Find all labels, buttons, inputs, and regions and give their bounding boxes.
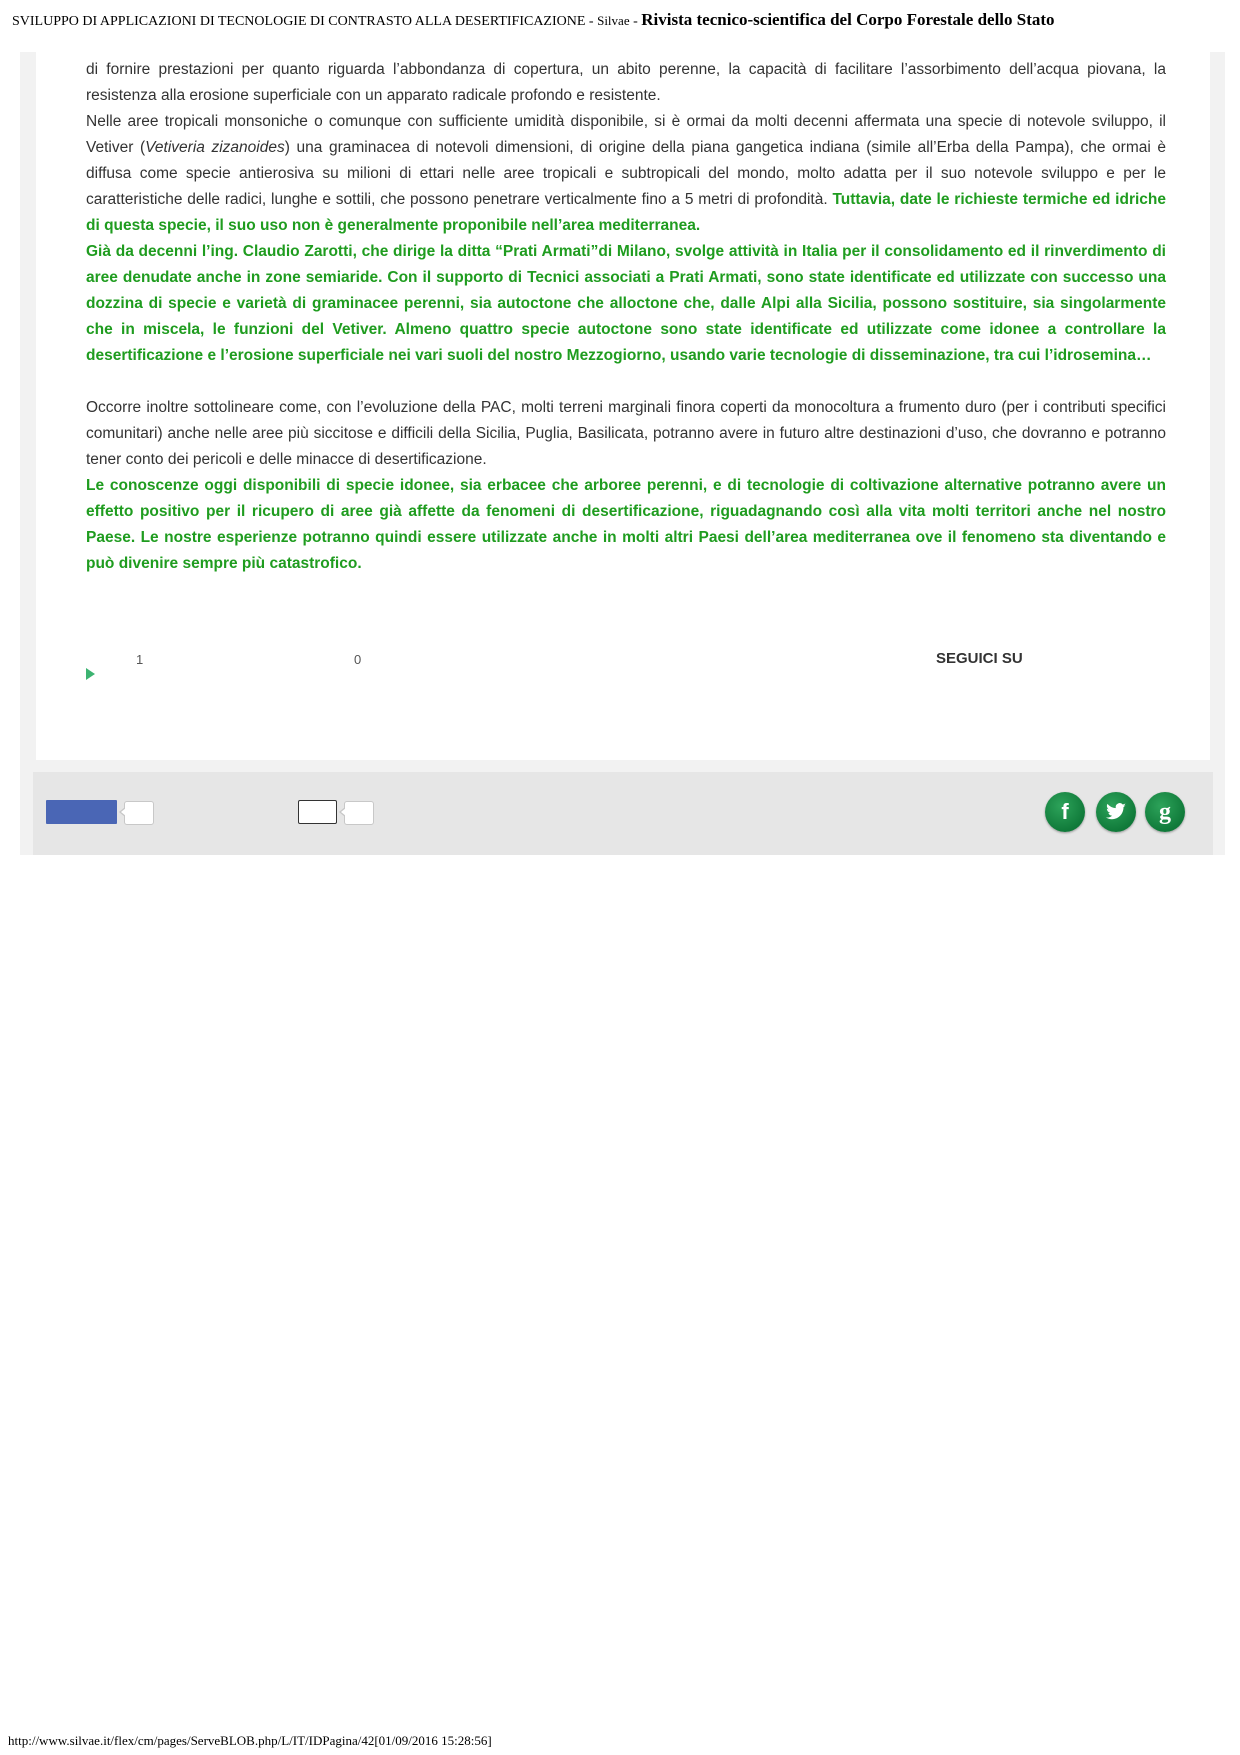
print-timestamp: [01/09/2016 15:28:56] — [374, 1733, 492, 1748]
facebook-glyph: f — [1061, 799, 1069, 824]
site-name: Silvae — [597, 13, 630, 28]
share-row — [86, 650, 1166, 690]
species-name: Vetiveria zizanoides — [145, 139, 285, 156]
print-header — [12, 10, 1228, 32]
page-url: http://www.silvae.it/flex/cm/pages/ServeBLOB.php/L/IT/IDPagina/42 — [8, 1733, 375, 1748]
follow-us-label: SEGUICI SU — [936, 650, 1023, 667]
twitter-icon[interactable] — [1096, 792, 1136, 832]
print-footer — [8, 1733, 492, 1749]
separator: - — [585, 14, 598, 29]
tweet-button[interactable] — [298, 800, 337, 824]
facebook-icon[interactable] — [1045, 792, 1085, 832]
paragraph: Occorre inoltre sottolineare come, con l’evoluzione della PAC, molti terreni marginali finora coperti da monocoltura a frumento duro (per i contributi specifici comunitari) anche nelle aree più siccitose e difficili della Sicilia, Puglia, Basilicata, potranno avere in futuro altre destinazioni d’uso, che dovranno e potranno tener conto dei pericoli e delle minacce di desertificazione. — [86, 399, 1166, 468]
share-count: 0 — [354, 652, 362, 667]
document-title: SVILUPPO DI APPLICAZIONI DI TECNOLOGIE DI CONTRASTO ALLA DESERTIFICAZIONE — [12, 14, 586, 29]
text-span: Nelle aree tropicali monsoniche o comunque con sufficiente umidità disponibile, si è ormai da molti decenni affermata una specie di notevole sviluppo, il Vetiver ( — [86, 113, 1166, 156]
separator: - — [629, 14, 642, 29]
article-body — [86, 57, 1166, 577]
like-count-bubble — [124, 801, 154, 825]
highlight-paragraph: Le conoscenze oggi disponibili di specie idonee, sia erbacee che arboree perenni, e di tecnologie di coltivazione alternative potranno avere un effetto positivo per il ricupero di aree già affette da fenomeni di desertificazione, riguadagnando così alla vita molti territori anche nel nostro Paese. Le nostre esperienze potranno quindi essere utilizzate anche in molti altri Paesi dell’area mediterranea ove il fenomeno sta diventando e può divenire sempre più catastrofico. — [86, 477, 1166, 572]
paragraph — [86, 109, 1166, 239]
share-count: 1 — [136, 652, 144, 667]
paragraph: di fornire prestazioni per quanto riguarda l’abbondanza di copertura, un abito perenne, la capacità di facilitare l’assorbimento dell’acqua piovana, la resistenza alla erosione superficiale con un apparato radicale profondo e resistente. — [86, 61, 1166, 104]
play-arrow-icon[interactable] — [86, 668, 95, 680]
highlight-text: Tuttavia, date le richieste termiche ed idriche di questa specie, il suo uso non è generalmente proponibile nell’area mediterranea. — [86, 191, 1166, 234]
twitter-bird-icon — [1105, 803, 1127, 821]
social-footer-bar — [33, 772, 1213, 855]
google-glyph: g — [1159, 799, 1171, 825]
magazine-title: Rivista tecnico-scientifica del Corpo Forestale dello Stato — [641, 10, 1055, 29]
facebook-like-button[interactable] — [46, 800, 117, 824]
text-span: ) una graminacea di notevoli dimensioni, di origine della piana gangetica indiana (simile all’Erba della Pampa), che ormai è diffusa come specie antierosiva su milioni di ettari nelle aree tropicali e subtropicali del mondo, molto adatta per il suo notevole sviluppo e per le caratteristiche delle radici, lunghe e sottili, che possono penetrare verticalmente fino a 5 metri di profondità. — [86, 139, 1167, 208]
google-plus-icon[interactable] — [1145, 792, 1185, 832]
tweet-count-bubble — [344, 801, 374, 825]
highlight-paragraph: Già da decenni l’ing. Claudio Zarotti, che dirige la ditta “Prati Armati”di Milano, svolge attività in Italia per il consolidamento ed il rinverdimento di aree denudate anche in zone semiaride. Con il supporto di Tecnici associati a Prati Armati, sono state identificate ed utilizzate con successo una dozzina di specie e varietà di graminacee perenni, sia autoctone che alloctone che, dalle Alpi alla Sicilia, possono sostituire, sia singolarmente che in miscela, le funzioni del Vetiver. Almeno quattro specie autoctone sono state identificate ed utilizzate come idonee a controllare la desertificazione e l’erosione superficiale nei vari suoli del nostro Mezzogiorno, usando varie tecnologie di disseminazione, tra cui l’idrosemina… — [86, 243, 1166, 364]
spacer — [86, 369, 1166, 395]
